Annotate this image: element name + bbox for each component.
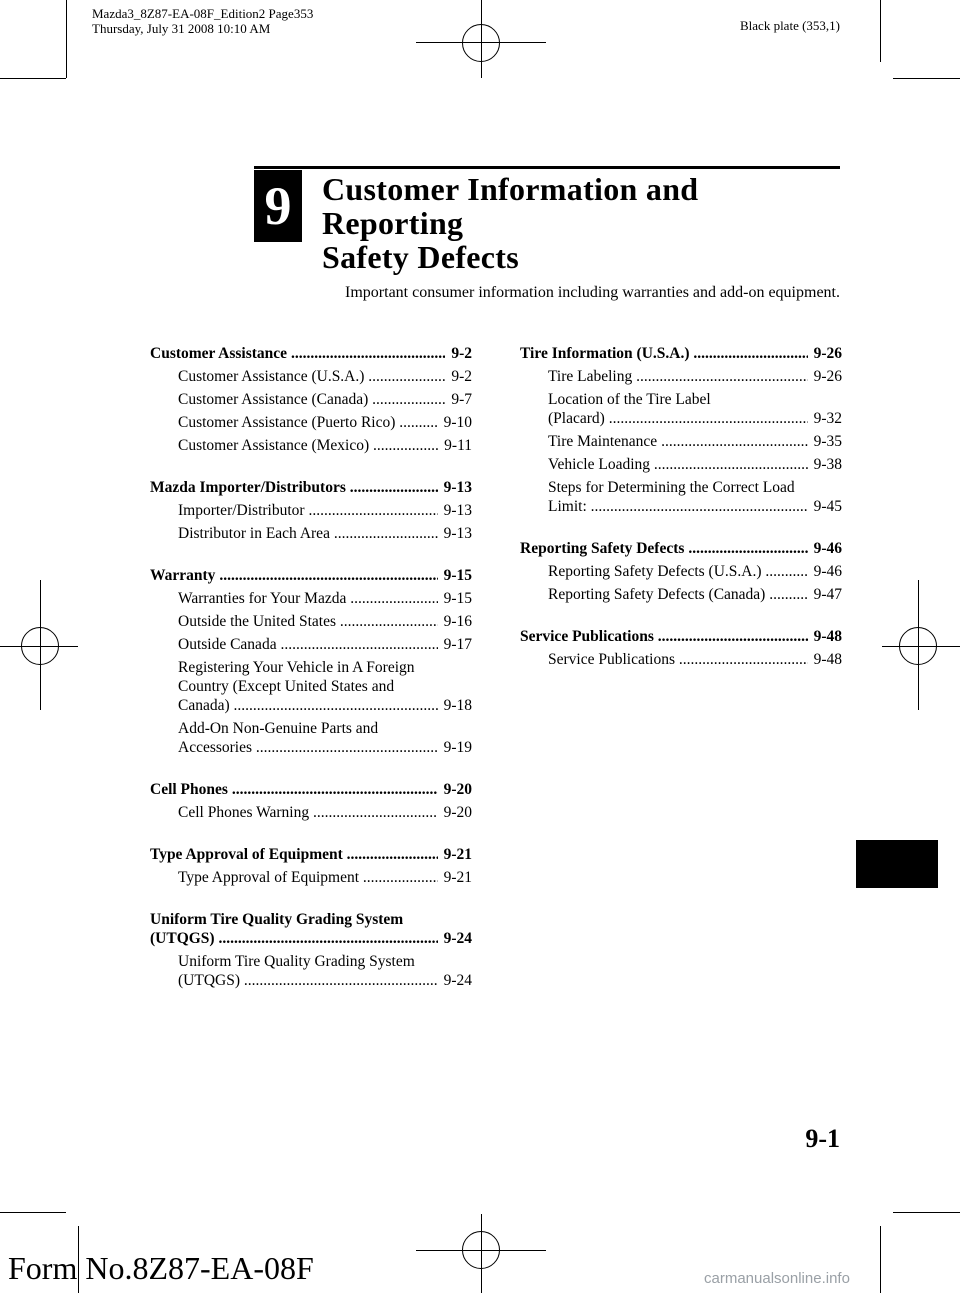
toc-item[interactable] xyxy=(520,432,842,451)
toc-section-title[interactable]: Customer Assistance ..... xyxy=(150,344,445,363)
toc-item-entry[interactable] xyxy=(548,562,842,581)
toc-item-title[interactable]: (Placard) ..... xyxy=(548,409,808,428)
toc-item-title[interactable]: Vehicle Loading ..... xyxy=(548,455,808,474)
crop-mark xyxy=(893,78,960,79)
toc-item[interactable] xyxy=(150,524,472,543)
print-slug xyxy=(92,6,313,36)
toc-item-entry[interactable] xyxy=(548,585,842,604)
registration-circle xyxy=(462,1231,500,1269)
crop-mark xyxy=(880,1226,881,1293)
toc-section xyxy=(520,344,842,516)
toc-section-entry[interactable] xyxy=(150,845,472,864)
toc-item-title-line: Add-On Non-Genuine Parts and xyxy=(178,720,379,737)
toc-item-entry[interactable] xyxy=(178,413,472,432)
registration-circle xyxy=(462,24,500,62)
toc-section-title[interactable]: Type Approval of Equipment ..... xyxy=(150,845,438,864)
toc-item-title-line: Registering Your Vehicle in A Foreign xyxy=(178,659,415,676)
toc-section-entry[interactable] xyxy=(520,627,842,646)
toc-item-page[interactable]: 9-45 xyxy=(813,498,842,515)
toc-section-page[interactable]: 9-20 xyxy=(443,781,472,798)
toc-section-entry[interactable] xyxy=(150,566,472,585)
toc-section-page[interactable]: 9-46 xyxy=(813,540,842,557)
toc-item-page[interactable]: 9-38 xyxy=(813,456,842,473)
toc-section xyxy=(150,344,472,455)
toc-item-title[interactable]: Customer Assistance (U.S.A.) ..... xyxy=(178,367,445,386)
toc-item-title[interactable]: Distributor in Each Area ..... xyxy=(178,524,438,543)
crop-mark xyxy=(66,0,67,78)
toc-item-page[interactable]: 9-35 xyxy=(813,433,842,450)
toc-section-title-line: Uniform Tire Quality Grading System xyxy=(150,911,404,928)
toc-item-page[interactable]: 9-32 xyxy=(813,410,842,427)
toc-item-page[interactable]: 9-16 xyxy=(443,613,472,630)
watermark: carmanualsonline.info xyxy=(704,1270,850,1287)
toc-item[interactable] xyxy=(150,868,472,887)
toc-item-page[interactable]: 9-17 xyxy=(443,636,472,653)
toc-item[interactable] xyxy=(150,803,472,822)
registration-circle xyxy=(899,627,937,665)
page-number: 9-1 xyxy=(805,1124,840,1153)
toc-item[interactable] xyxy=(520,455,842,474)
toc-item-entry[interactable] xyxy=(178,696,472,715)
toc-item-entry[interactable] xyxy=(548,432,842,451)
toc-item-title[interactable]: Reporting Safety Defects (Canada) ..... xyxy=(548,585,808,604)
toc-item[interactable] xyxy=(150,589,472,608)
toc-item-page[interactable]: 9-18 xyxy=(443,697,472,714)
toc-item-entry[interactable] xyxy=(178,501,472,520)
toc-section-page[interactable]: 9-15 xyxy=(443,567,472,584)
toc-item-title[interactable]: Service Publications ..... xyxy=(548,650,808,669)
toc-section-entry[interactable] xyxy=(520,539,842,558)
toc-item-page[interactable]: 9-48 xyxy=(813,651,842,668)
toc-item-entry[interactable] xyxy=(178,436,472,455)
toc-item-title-line: Country (Except United States and xyxy=(178,678,395,695)
toc-section-page[interactable]: 9-21 xyxy=(443,846,472,863)
toc-section-page[interactable]: 9-48 xyxy=(813,628,842,645)
slug-line-1: Mazda3_8Z87-EA-08F_Edition2 Page353 xyxy=(92,6,314,21)
toc-item-entry[interactable] xyxy=(178,868,472,887)
slug-line-2: Thursday, July 31 2008 10:10 AM xyxy=(92,21,271,36)
toc-section-title[interactable]: Reporting Safety Defects ..... xyxy=(520,539,808,558)
toc-item-title[interactable]: Accessories ..... xyxy=(178,738,438,757)
toc-section-title[interactable]: Service Publications ..... xyxy=(520,627,808,646)
toc-section-page[interactable]: 9-13 xyxy=(443,479,472,496)
toc-section xyxy=(150,478,472,543)
toc-section xyxy=(520,539,842,604)
crop-mark xyxy=(0,78,66,79)
toc-left-column xyxy=(150,344,472,1013)
toc-item-title[interactable]: Outside the United States ..... xyxy=(178,612,438,631)
toc-section xyxy=(150,845,472,887)
toc-item-page[interactable]: 9-24 xyxy=(443,972,472,989)
toc-item[interactable] xyxy=(150,635,472,654)
toc-section-entry[interactable] xyxy=(150,344,472,363)
toc-item-title[interactable]: Canada) ..... xyxy=(178,696,438,715)
toc-item-page[interactable]: 9-46 xyxy=(813,563,842,580)
toc-item-page[interactable]: 9-19 xyxy=(443,739,472,756)
chapter-thumb-tab xyxy=(856,840,938,888)
toc-item-entry[interactable] xyxy=(178,738,472,757)
toc-item[interactable] xyxy=(150,390,472,409)
toc-item[interactable] xyxy=(150,501,472,520)
toc-item-title[interactable]: Customer Assistance (Puerto Rico) ..... xyxy=(178,413,438,432)
chapter-title-line-1: Customer Information and Reporting xyxy=(322,171,699,241)
toc-item-page[interactable]: 9-11 xyxy=(444,437,472,454)
toc-item-page[interactable]: 9-13 xyxy=(443,502,472,519)
toc-section-entry[interactable] xyxy=(150,929,472,948)
toc-section xyxy=(520,627,842,669)
toc-item[interactable] xyxy=(520,478,842,516)
toc-item-title-line: Uniform Tire Quality Grading System xyxy=(178,953,415,970)
toc-section xyxy=(150,566,472,757)
toc-item-title-line: Steps for Determining the Correct Load xyxy=(548,479,795,496)
toc-section xyxy=(150,910,472,990)
toc-item-title[interactable]: Tire Labeling ..... xyxy=(548,367,808,386)
toc-item-title[interactable]: Reporting Safety Defects (U.S.A.) ..... xyxy=(548,562,808,581)
toc-item[interactable] xyxy=(150,952,472,990)
toc-item[interactable] xyxy=(150,436,472,455)
toc-section-page[interactable]: 9-2 xyxy=(451,345,472,362)
crop-mark xyxy=(880,0,881,62)
chapter-intro: Important consumer information including warranties and add-on equipment. xyxy=(345,284,840,301)
registration-circle xyxy=(21,627,59,665)
toc-section-entry[interactable] xyxy=(150,780,472,799)
toc-item-title[interactable]: Limit: ..... xyxy=(548,497,808,516)
toc-item-entry[interactable] xyxy=(178,971,472,990)
toc-item-title[interactable]: Warranties for Your Mazda ..... xyxy=(178,589,438,608)
toc-section-page[interactable]: 9-24 xyxy=(443,930,472,947)
toc-section-title[interactable]: Cell Phones ..... xyxy=(150,780,438,799)
chapter-title xyxy=(322,172,842,274)
toc-section-title[interactable]: Warranty ..... xyxy=(150,566,438,585)
toc-item-entry[interactable] xyxy=(548,409,842,428)
toc-section-title[interactable]: Tire Information (U.S.A.) ..... xyxy=(520,344,808,363)
toc-item[interactable] xyxy=(150,367,472,386)
toc-item-page[interactable]: 9-26 xyxy=(813,368,842,385)
toc-item[interactable] xyxy=(150,612,472,631)
crop-mark xyxy=(893,1212,960,1213)
toc-right-column xyxy=(520,344,842,692)
toc-item-page[interactable]: 9-13 xyxy=(443,525,472,542)
toc-section xyxy=(150,780,472,822)
toc-item-page[interactable]: 9-7 xyxy=(451,391,472,408)
toc-item-title-line: Location of the Tire Label xyxy=(548,391,711,408)
toc-item-title[interactable]: Outside Canada ..... xyxy=(178,635,438,654)
toc-item[interactable] xyxy=(150,413,472,432)
toc-item-title[interactable]: Customer Assistance (Mexico) ..... xyxy=(178,436,438,455)
toc-item-entry[interactable] xyxy=(548,367,842,386)
toc-section-page[interactable]: 9-26 xyxy=(813,345,842,362)
toc-item-entry[interactable] xyxy=(178,635,472,654)
toc-item-title[interactable]: Customer Assistance (Canada) ..... xyxy=(178,390,445,409)
toc-section-entry[interactable] xyxy=(150,478,472,497)
toc-item[interactable] xyxy=(520,562,842,581)
toc-item-title[interactable]: (UTQGS) ..... xyxy=(178,971,438,990)
toc-item-entry[interactable] xyxy=(178,524,472,543)
toc-item-page[interactable]: 9-21 xyxy=(443,869,472,886)
toc-item-title[interactable]: Type Approval of Equipment ..... xyxy=(178,868,438,887)
toc-item-entry[interactable] xyxy=(548,650,842,669)
toc-item-page[interactable]: 9-20 xyxy=(443,804,472,821)
toc-section-title[interactable]: (UTQGS) ..... xyxy=(150,929,438,948)
toc-item-page[interactable]: 9-47 xyxy=(813,586,842,603)
toc-item-entry[interactable] xyxy=(178,367,472,386)
toc-item-entry[interactable] xyxy=(548,497,842,516)
toc-item[interactable] xyxy=(520,650,842,669)
toc-item-page[interactable]: 9-2 xyxy=(451,368,472,385)
toc-item[interactable] xyxy=(520,585,842,604)
toc-item-title[interactable]: Importer/Distributor ..... xyxy=(178,501,438,520)
toc-item-page[interactable]: 9-15 xyxy=(443,590,472,607)
toc-item-entry[interactable] xyxy=(178,803,472,822)
toc-item[interactable] xyxy=(520,390,842,428)
crop-mark xyxy=(0,1212,66,1213)
toc-item-entry[interactable] xyxy=(178,390,472,409)
black-plate-label: Black plate (353,1) xyxy=(740,18,840,33)
toc-item[interactable] xyxy=(150,719,472,757)
form-number: Form No.8Z87-EA-08F xyxy=(8,1250,314,1286)
toc-section-entry[interactable] xyxy=(520,344,842,363)
toc-item-entry[interactable] xyxy=(178,612,472,631)
toc-item-page[interactable]: 9-10 xyxy=(443,414,472,431)
toc-item[interactable] xyxy=(150,658,472,715)
chapter-number: 9 xyxy=(254,170,302,242)
toc-item-entry[interactable] xyxy=(178,589,472,608)
chapter-title-line-2: Safety Defects xyxy=(322,239,519,275)
toc-item[interactable] xyxy=(520,367,842,386)
chapter-rule xyxy=(254,166,840,169)
toc-item-title[interactable]: Tire Maintenance ..... xyxy=(548,432,808,451)
toc-section-title[interactable]: Mazda Importer/Distributors ..... xyxy=(150,478,438,497)
toc-item-entry[interactable] xyxy=(548,455,842,474)
toc-item-title[interactable]: Cell Phones Warning ..... xyxy=(178,803,438,822)
